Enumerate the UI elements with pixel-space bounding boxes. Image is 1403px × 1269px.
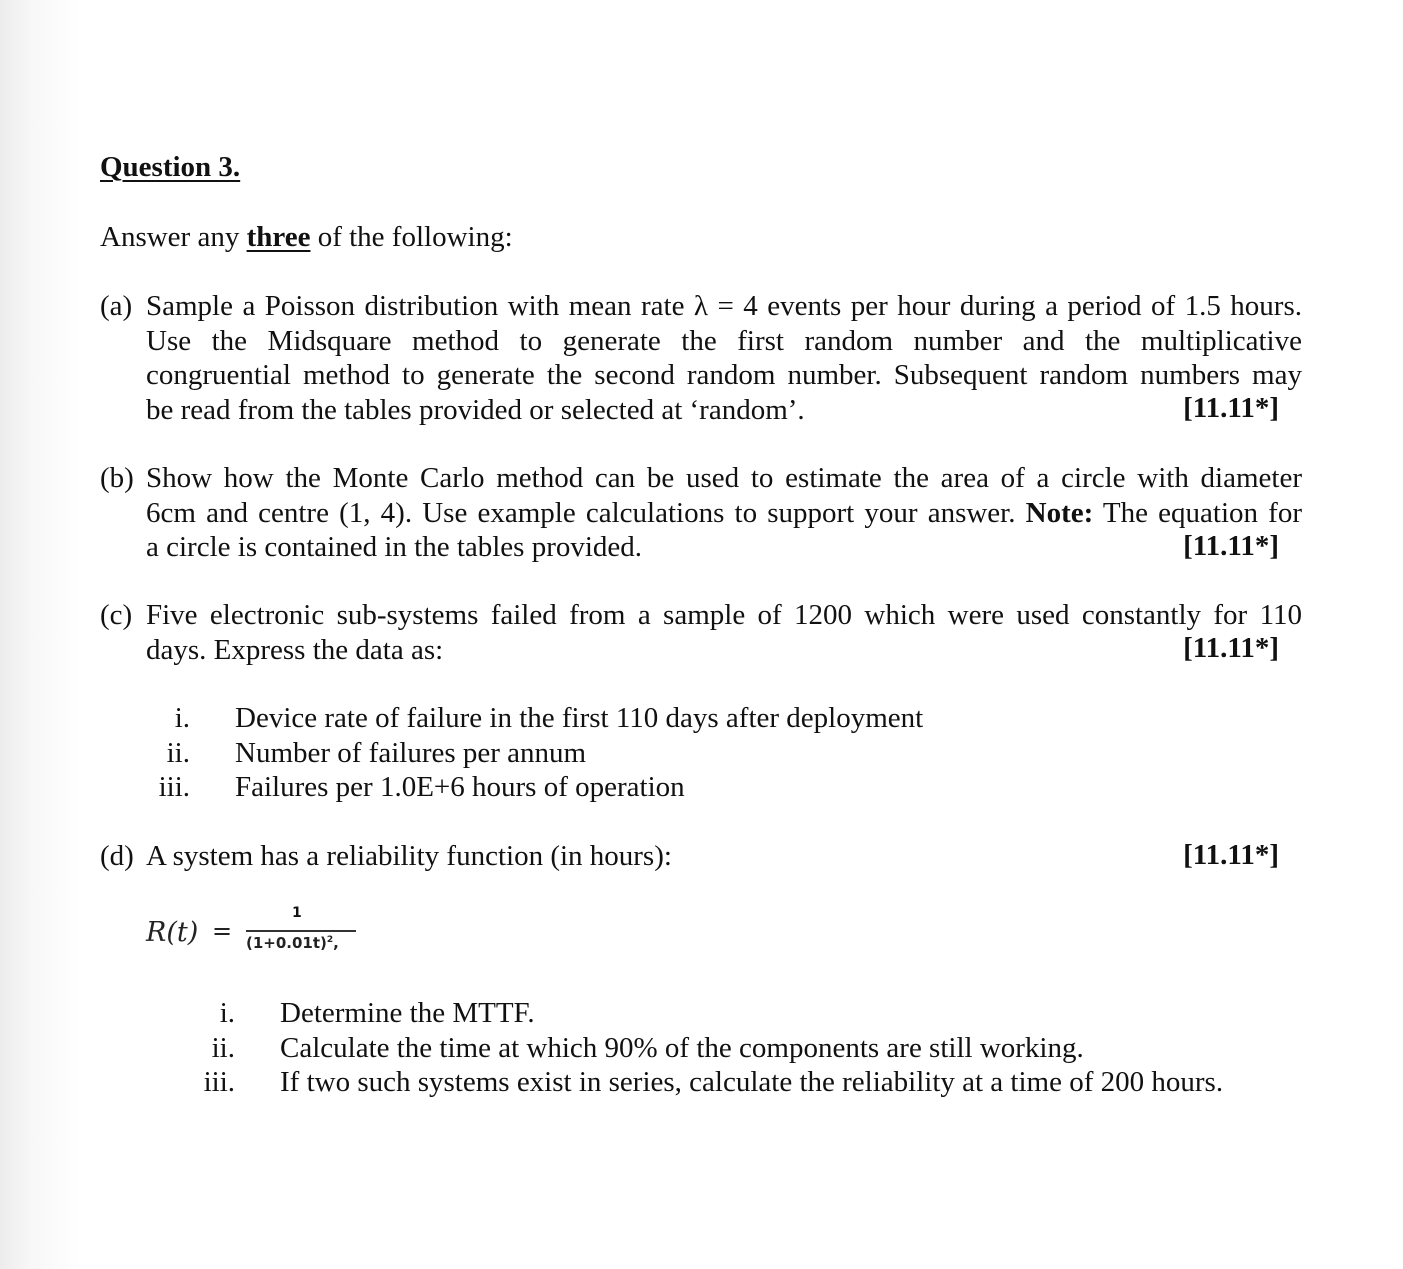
formula-exponent: 2 [326,935,334,945]
part-b-line: a circle is contained in the tables provided. [146,531,643,563]
part-c-item-text: Failures per 1.0E+6 hours of operation [235,771,685,803]
part-c-item-num: i. [174,702,190,734]
part-b-line-2-text: 6cm and centre (1, 4). Use example calculations to support your answer. [146,496,1016,529]
part-d-item-text: If two such systems exist in series, calculate the reliability at a time of 200 hours. [280,1066,1224,1098]
part-b-note-text: The equation for [1093,496,1302,529]
formula-numerator: 1 [292,905,302,921]
part-a-line: Sample a Poisson distribution with mean rate λ = 4 events per hour during a period of 1.5 hours. [146,290,1302,322]
part-d-text: A system has a reliability function (in hours): [146,840,672,872]
question-title: Question 3. [100,151,241,183]
part-a-line: congruential method to generate the second random number. Subsequent random numbers may [146,359,1302,391]
part-a-text [146,289,1302,427]
part-d-item-num: ii. [211,1032,235,1064]
instructions [100,220,513,255]
intro-prefix: Answer any [100,221,247,253]
formula-denominator-base: (1+0.01t) [246,934,327,952]
part-a-line: Use the Midsquare method to generate the first random number and the multiplicative [146,324,1302,357]
part-d-item-num: iii. [203,1066,235,1098]
formula-equals: = [212,917,233,945]
part-b-line: Show how the Monte Carlo method can be used to estimate the area of a circle with diameter [146,462,1302,494]
formula-trail: , [333,934,339,952]
reliability-formula [146,905,406,975]
part-c-item-text: Device rate of failure in the first 110 days after deployment [235,702,924,734]
part-c-line: days. Express the data as: [146,633,444,666]
formula-lhs: R(t) [146,917,199,948]
part-b-line-2 [146,496,1302,531]
part-a-marks: [11.11*] [1183,392,1279,424]
formula-denominator [246,934,339,952]
part-c-marks: [11.11*] [1183,632,1279,664]
part-b-note-label: Note: [1025,496,1094,529]
intro-emphasis: three [246,221,311,253]
part-d-marks: [11.11*] [1183,839,1279,871]
part-d-item-text: Calculate the time at which 90% of the components are still working. [280,1032,1084,1064]
part-d-label: (d) [100,840,134,872]
part-c-line: Five electronic sub-systems failed from a sample of 1200 which were used constantly for 110 [146,599,1302,631]
part-d-item-text: Determine the MTTF. [280,997,535,1029]
part-a-line: be read from the tables provided or selected at ‘random’. [146,393,805,426]
part-c-item-num: iii. [158,771,190,803]
part-c-text [146,598,1302,667]
part-b-label: (b) [100,462,134,494]
part-a-label: (a) [100,290,133,322]
part-c-item-text: Number of failures per annum [235,737,587,769]
part-c-item-num: ii. [166,737,190,769]
part-d-item-num: i. [219,997,235,1029]
part-b-marks: [11.11*] [1183,530,1279,562]
intro-suffix: of the following: [310,221,513,253]
fraction-bar [246,930,356,932]
part-c-label: (c) [100,599,133,631]
part-b-text [146,461,1302,565]
